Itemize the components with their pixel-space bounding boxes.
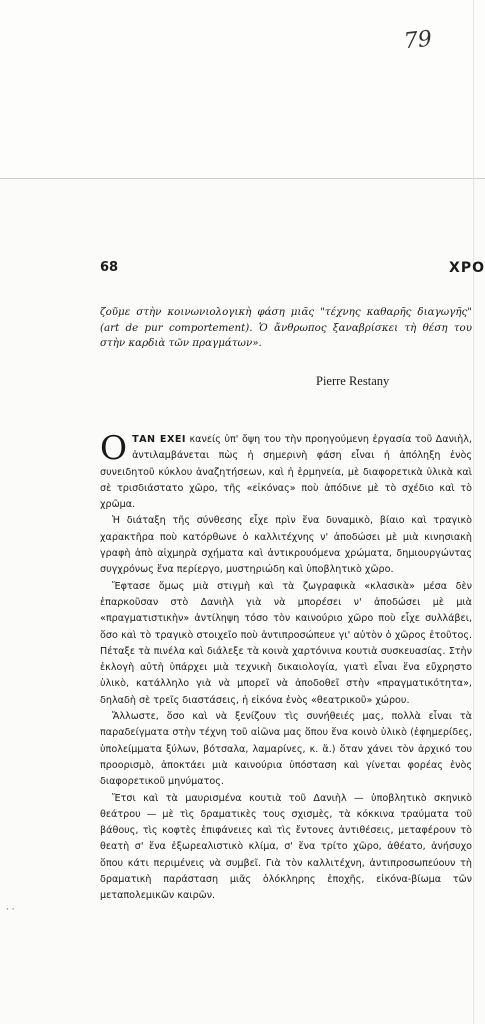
lead-word: ΤΑΝ ΕΧΕΙ bbox=[132, 434, 186, 445]
article-paragraph-4: Ἄλλωστε, ὅσο καὶ νὰ ξενίζουν τὶς συνήθειές μας, πολλὰ εἶναι τὰ παραδείγματα στὴν τέχνη τοῦ αἰῶνα μας ὅπου ἕνα κοινὸ ὑλικὸ (ἐφημερίδες, ὑπολείμματα ξύλων, βότσαλα, λαμαρίνες, κ. ἄ.) ὅταν χάνει τὸν ἀρχικό του προορισμὸ, ἀποκτάει μιὰ καινούρια ὑπόσταση καὶ γίνεται φορέας ἑνὸς διαφορετικοῦ μηνύματος. bbox=[100, 711, 472, 788]
running-head: ΧΡΟ bbox=[449, 260, 485, 276]
page-number: 68 bbox=[100, 260, 119, 275]
drop-cap: Ο bbox=[100, 428, 128, 467]
previous-page-strip bbox=[0, 0, 485, 179]
quote-signature: Pierre Restany bbox=[316, 374, 390, 388]
article-paragraph-2: Ἡ διάταξη τῆς σύνθεσης εἶχε πρὶν ἕνα δυναμικὸ, βίαιο καὶ τραγικὸ χαρακτῆρα ποὺ κατόρθωνε ὁ καλλιτέχνης ν' ἀποδώσει μὲ μιὰ κινησιακὴ γραφὴ ἀπὸ αἰχμηρὰ σχήματα καὶ ἀντικρουόμενα χρώματα, δημιουργώντας συγχρόνως ἕνα περίεργο, μυστηριώδη καὶ ὑποβλητικὸ χῶρο. bbox=[100, 515, 472, 576]
margin-pen-mark: · · bbox=[6, 905, 15, 915]
handwritten-page-mark: 79 bbox=[402, 26, 434, 55]
article-body bbox=[100, 428, 472, 905]
intro-quote bbox=[100, 305, 472, 352]
page-header bbox=[100, 260, 485, 280]
article-paragraph-3: Ἔφτασε ὅμως μιὰ στιγμὴ καὶ τὰ ζωγραφικὰ «κλασικὰ» μέσα δὲν ἐπαρκοῦσαν στὸ Δανιὴλ γιὰ νὰ μπορέσει ν' ἀποδώσει μὲ μιὰ «πραγματιστικὴν» ἀντίληψη τόσο τὸν καινούριο χῶρο ποὺ εἶχε συλλάβει, ὅσο καὶ τὸ τραγικὸ στοιχεῖο ποὺ ἀντιπροσώπευε γι' αὐτὸν ὁ χῶρος ἐτοῦτος. Πέταξε τὰ πινέλα καὶ διάλεξε τὰ κοινὰ χαρτόνινα κουτιὰ συσκευασίας. Στὴν ἐκλογὴ αὐτὴ ὑπάρχει μιὰ τεχνικὴ δικαιολογία, γιατὶ εἶναι ἕνα εὔχρηστο ὑλικὸ, κατάλληλο γιὰ νὰ μπορεῖ νὰ ἀποδοθεῖ στὴν «πραγματικότητα», δηλαδὴ σὲ τρεῖς διαστάσεις, ἡ εἰκόνα ἑνὸς «θεατρικοῦ» χώρου. bbox=[100, 580, 472, 706]
intro-quote-text: ζοῦμε στὴν κοινωνιολογικὴ φάση μιᾶς "τέχνης καθαρῆς διαγωγῆς" (art de pur comportement). Ὁ ἄνθρωπος ξαναβρίσκει τὴ θέση του στὴν καρδιὰ τῶν πραγμάτων». bbox=[100, 306, 472, 349]
clipping-edge bbox=[473, 0, 474, 1024]
article-paragraph-5: Ἔτσι καὶ τὰ μαυρισμένα κουτιὰ τοῦ Δανιὴλ — ὑποβλητικὸ σκηνικὸ θεάτρου — μὲ τὶς δραματικὲς τους σχισμὲς, τὰ κόκκινα τραύματα τοῦ βάθους, τὶς κοφτὲς ἐπιφάνειες καὶ τὶς ἔντονες ἀντιθέσεις, μεταφέρουν τὸ θεατὴ σ' ἕνα ἐξωρεαλιστικὸ κλίμα, σ' ἕνα τρίτο χῶρο, ἀθέατο, ἀνήσυχο ὅπου κάτι περιμένεις νὰ συμβεῖ. Γιὰ τὸν καλλιτέχνη, ἀντιπροσωπεύουν τὴ δραματικὴ παράσταση μιᾶς ὁλόκληρης ἐποχῆς, εἰκόνα-βίωμα τῶν μεταπολεμικῶν καιρῶν. bbox=[100, 792, 472, 902]
paragraph-1-text: κανείς ὑπ' ὄψη του τὴν προηγούμενη ἐργασία τοῦ Δανιὴλ, ἀντιλαμβάνεται πὼς ἡ σημερινὴ φάση εἶναι ἡ ἀπόληξη ἑνὸς συνειδητοῦ κύκλου ἀναζητήσεων, καὶ ἡ ἑρμηνεία, μὲ διαφορετικὰ ὑλικὰ καὶ σὲ τρισδιάστατο χῶρο, τῆς «εἰκόνας» ποὺ ἀπόδινε μὲ τὸ σχέδιο καὶ τὸ χρῶμα. bbox=[100, 434, 472, 511]
article-paragraph-1 bbox=[100, 428, 472, 513]
